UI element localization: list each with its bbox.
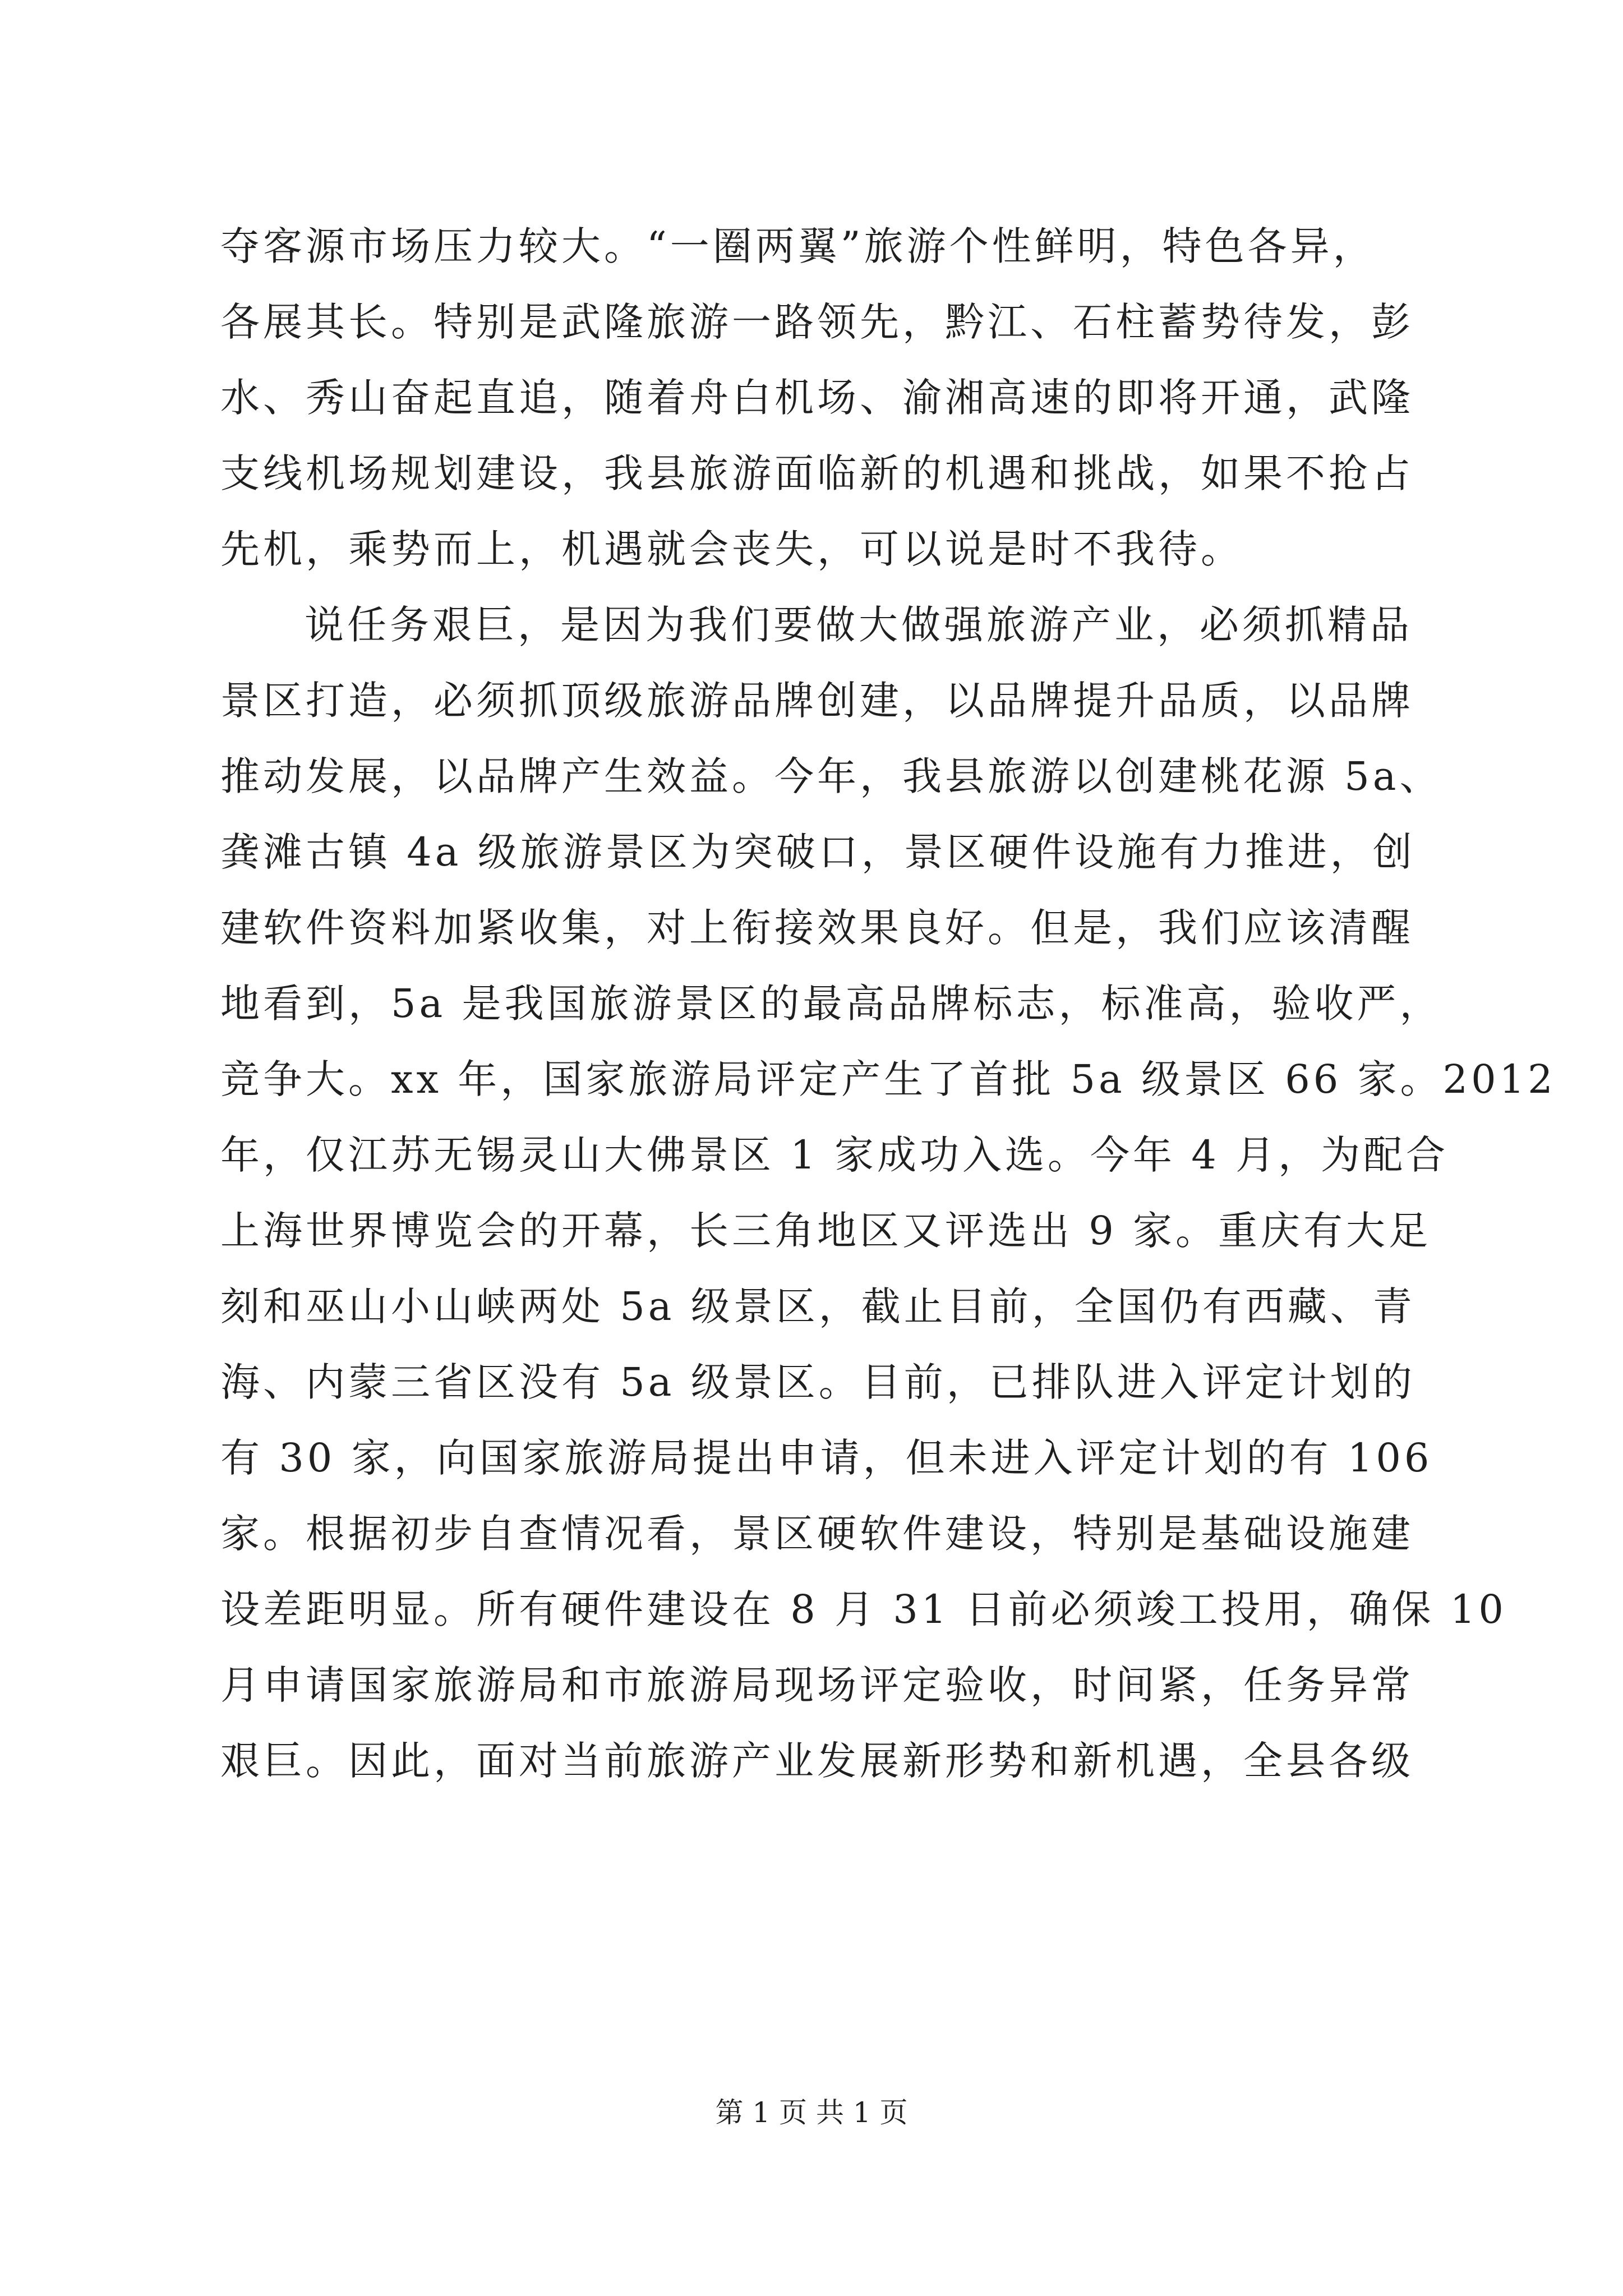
paragraph-line: 支线机场规划建设，我县旅游面临新的机遇和挑战，如果不抢占	[220, 450, 1414, 496]
page-footer: 第 1 页 共 1 页	[715, 2096, 908, 2129]
paragraph-line: 龚滩古镇 4a 级旅游景区为突破口，景区硬件设施有力推进，创	[220, 829, 1415, 875]
paragraph-line: 说任务艰巨，是因为我们要做大做强旅游产业，必须抓精品	[305, 602, 1413, 648]
paragraph-line: 年，仅江苏无锡灵山大佛景区 1 家成功入选。今年 4 月，为配合	[220, 1132, 1449, 1178]
paragraph-line: 家。根据初步自查情况看，景区硬软件建设，特别是基础设施建	[220, 1511, 1414, 1557]
paragraph-line: 各展其长。特别是武隆旅游一路领先，黔江、石柱蓄势待发，彭	[220, 299, 1414, 345]
paragraph-line: 竞争大。xx 年，国家旅游局评定产生了首批 5a 级景区 66 家。2012	[220, 1056, 1556, 1102]
paragraph-line: 夺客源市场压力较大。“一圈两翼”旅游个性鲜明，特色各异，	[220, 223, 1376, 269]
document-body	[220, 209, 1556, 1799]
paragraph-line: 建软件资料加紧收集，对上衔接效果良好。但是，我们应该清醒	[220, 905, 1414, 951]
paragraph-line: 刻和巫山小山峡两处 5a 级景区，截止目前，全国仍有西藏、青	[220, 1283, 1415, 1329]
paragraph-line: 上海世界博览会的开幕，长三角地区又评选出 9 家。重庆有大足	[220, 1208, 1432, 1254]
paragraph-line: 月申请国家旅游局和市旅游局现场评定验收，时间紧，任务异常	[220, 1662, 1414, 1708]
paragraph-line: 海、内蒙三省区没有 5a 级景区。目前，已排队进入评定计划的	[220, 1359, 1415, 1405]
paragraph-line: 地看到，5a 是我国旅游景区的最高品牌标志，标准高，验收严，	[220, 981, 1442, 1027]
paragraph-line: 推动发展，以品牌产生效益。今年，我县旅游以创建桃花源 5a、	[220, 753, 1442, 799]
paragraph-line: 有 30 家，向国家旅游局提出申请，但未进入评定计划的有 106	[220, 1435, 1433, 1481]
paragraph-line: 先机，乘势而上，机遇就会丧失，可以说是时不我待。	[220, 526, 1243, 572]
paragraph-line: 景区打造，必须抓顶级旅游品牌创建，以品牌提升品质，以品牌	[220, 678, 1414, 724]
paragraph-line: 设差距明显。所有硬件建设在 8 月 31 日前必须竣工投用，确保 10	[220, 1586, 1507, 1632]
paragraph-line: 艰巨。因此，面对当前旅游产业发展新形势和新机遇，全县各级	[220, 1738, 1414, 1784]
paragraph-line: 水、秀山奋起直追，随着舟白机场、渝湘高速的即将开通，武隆	[220, 375, 1414, 421]
